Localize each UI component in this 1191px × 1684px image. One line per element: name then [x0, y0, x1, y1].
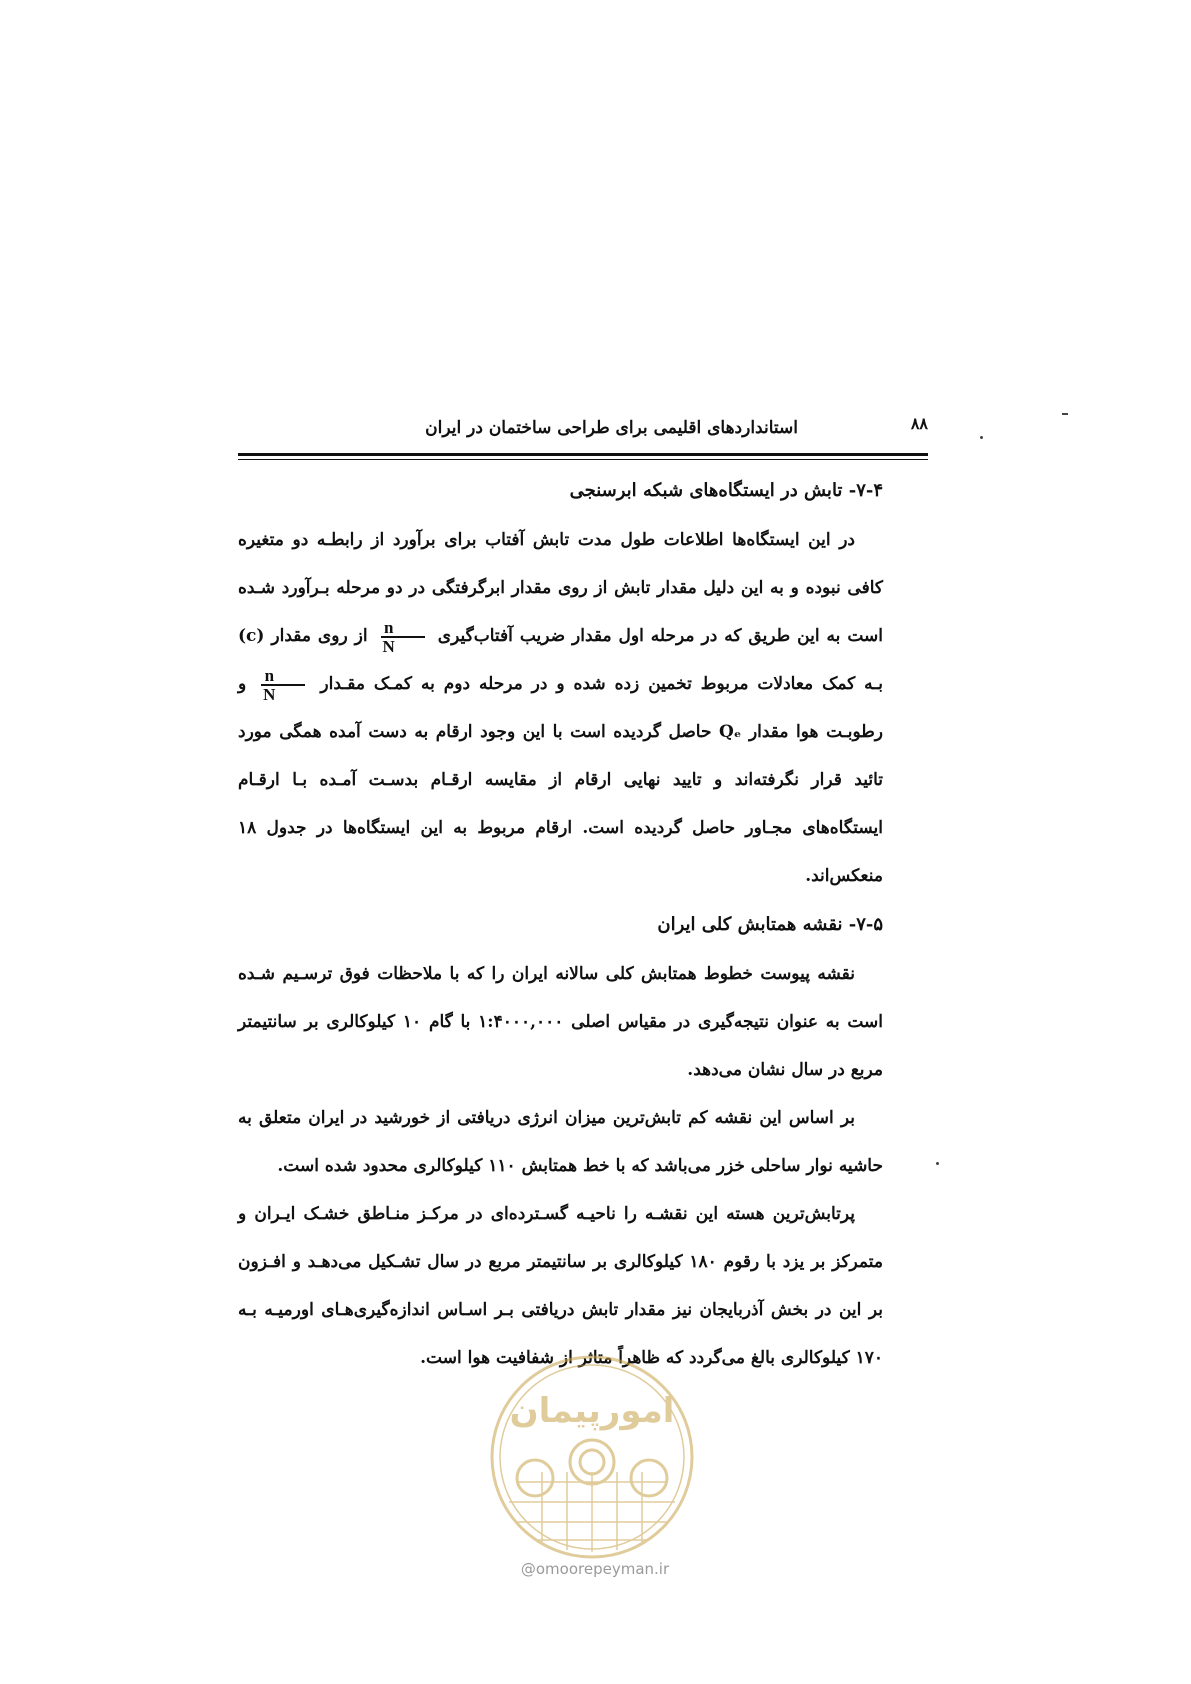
header-title: استانداردهای اقلیمی برای طراحی ساختمان در ایران [425, 418, 798, 438]
watermark-url: @omoorepeyman.ir [520, 1560, 670, 1578]
paragraph-text-part2: از روی مقدار (c) بـه کمک معادلات مربوط تخمین زده شده و در مرحله دوم به کمـک مقـدار [238, 626, 884, 694]
section-paragraph: بر اساس این نقشه کم تابش‌ترین میزان انرژی دریافتی از خورشید در ایران متعلق به حاشیه نوار ساحلی خزر می‌باشد که با خط همتابش ۱۱۰ کیلوکالری محدود شده است. [238, 1108, 883, 1176]
section-7-4 [238, 476, 883, 900]
scan-speck [1062, 413, 1068, 415]
section-paragraph: پرتابش‌ترین هسته این نقشـه را ناحیـه گسـترده‌ای در مرکـز منـاطق خشـک ایـران و متمرکز بر یزد با رقوم ۱۸۰ کیلوکالری بر سانتیمتر مربع در سال تشـکیل می‌دهـد و افـزون بر این در بخش آذربایجان نیز مقدار تابش دریافتی بـر اسـاس اندازه‌گیری‌هـای اورمیـه بـه ۱۷۰ کیلوکالری بالغ می‌گردد که ظاهراً متاثر از شفافیت هوا است. [238, 1204, 883, 1368]
section-title: ۷-۵- نقشه همتابش کلی ایران [657, 914, 883, 935]
fraction-numerator: n [381, 619, 425, 638]
section-paragraph: نقشه پیوست خطوط همتابش کلی سالانه ایران را که با ملاحظات فوق ترسـیم شـده است به عنوان نتیجه‌گیری در مقیاس اصلی ۱:۴۰۰۰,۰۰۰ با گام ۱۰ کیلوکالری بر سانتیمتر مربع در سال نشان می‌دهد. [238, 964, 883, 1080]
watermark-logo [487, 1352, 697, 1562]
watermark-logo-text: امورپیمان [509, 1391, 675, 1431]
header-rule-thin [238, 459, 928, 460]
section-title: ۷-۴- تابش در ایستگاه‌های شبکه ابرسنجی [569, 480, 883, 501]
paragraph-text-part3: و رطوبـت هوا مقدار Qₑ حاصل گردیده است با این وجود ارقام به دست آمده همگی مورد تائید قرار نگرفته‌اند و تایید نهایی ارقام از مقایسه ارقـام بدسـت آمـده بـا ارقـام ایستگاه‌های مجـاور حاصل گردیده است. ارقام مربوط به این ایستگاه‌ها در جدول ۱۸ منعکس‌اند. [238, 674, 883, 886]
fraction-n-over-N [381, 619, 425, 655]
paragraph-text-part1: در این ایستگاه‌ها اطلاعات طول مدت تابش آفتاب برای برآورد از رابطـه دو متغیره کافی نبوده و به این دلیل مقدار تابش از روی مقدار ابرگرفتگی در دو مرحله بـرآورد شـده است به این طریق که در مرحله اول مقدار ضریب آفتاب‌گیری [238, 530, 883, 646]
section-paragraph [238, 516, 883, 900]
fraction-denominator: N [382, 636, 395, 656]
fraction-n-over-N [261, 667, 305, 703]
fraction-denominator: N [263, 684, 276, 704]
scan-speck [980, 436, 983, 439]
section-7-5 [238, 910, 883, 1382]
fraction-numerator: n [261, 667, 305, 686]
page-number: ۸۸ [910, 414, 928, 433]
scan-speck [936, 1162, 939, 1165]
header-rule-thick [238, 453, 928, 456]
page-header [238, 414, 928, 448]
